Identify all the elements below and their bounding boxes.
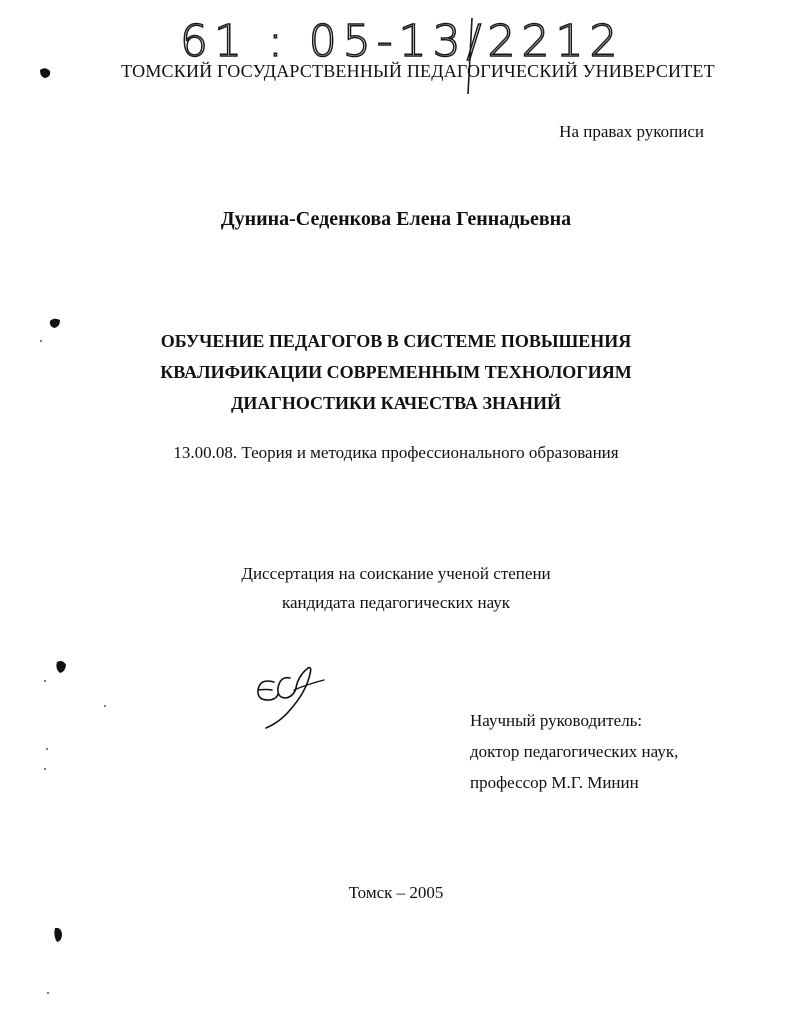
- scan-speck: [44, 680, 46, 682]
- dissertation-title: [0, 326, 792, 419]
- degree-line: Диссертация на соискание ученой степени: [241, 564, 551, 583]
- city-year: Томск – 2005: [348, 883, 444, 902]
- signature-icon: [250, 660, 330, 732]
- binding-hole-icon: [38, 66, 52, 80]
- advisor-line: доктор педагогических наук,: [470, 742, 679, 761]
- scan-speck: [46, 748, 48, 750]
- advisor-line: Научный руководитель:: [470, 711, 643, 730]
- handwritten-catalog-text: 61 : 05-13/2212: [180, 16, 624, 67]
- scan-speck: [44, 768, 46, 770]
- specialty-code: 13.00.08. Теория и методика профессионального образования: [173, 443, 619, 462]
- scan-speck: [47, 992, 49, 994]
- advisor-line: профессор М.Г. Минин: [470, 773, 639, 792]
- scan-speck: [104, 705, 106, 707]
- title-line: КВАЛИФИКАЦИИ СОВРЕМЕННЫМ ТЕХНОЛОГИЯМ: [160, 362, 632, 382]
- title-line: ДИАГНОСТИКИ КАЧЕСТВА ЗНАНИЙ: [230, 393, 562, 413]
- degree-line: кандидата педагогических наук: [281, 593, 511, 612]
- rights-note: На правах рукописи: [559, 122, 704, 141]
- binding-hole-icon: [54, 659, 68, 675]
- title-line: ОБУЧЕНИЕ ПЕДАГОГОВ В СИСТЕМЕ ПОВЫШЕНИЯ: [160, 331, 632, 351]
- author-name: Дунина-Седенкова Елена Геннадьевна: [220, 208, 572, 230]
- scientific-advisor: [470, 705, 678, 798]
- degree-statement: [0, 559, 792, 617]
- university-name: ТОМСКИЙ ГОСУДАРСТВЕННЫЙ ПЕДАГОГИЧЕСКИЙ УНИВЕРСИТЕТ: [121, 61, 715, 81]
- binding-hole-icon: [52, 926, 64, 944]
